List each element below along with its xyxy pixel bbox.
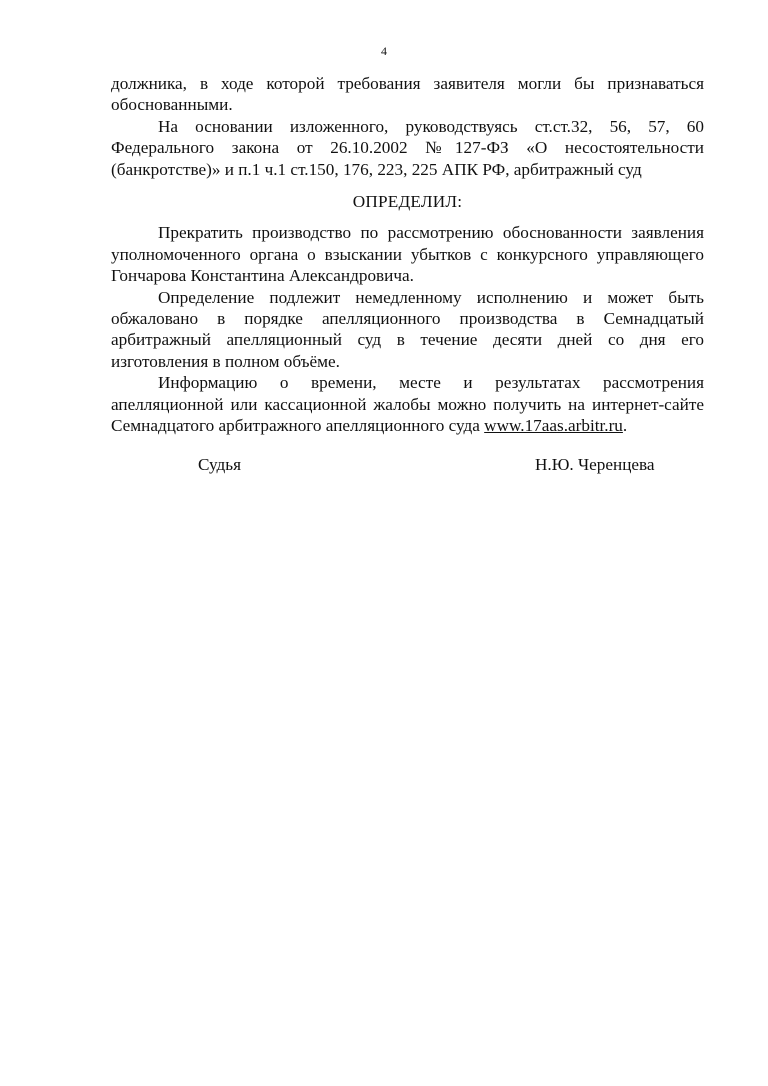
- paragraph-information: [111, 372, 704, 436]
- document-body: [111, 73, 704, 437]
- court-website-link[interactable]: www.17aas.arbitr.ru: [484, 416, 623, 436]
- judge-name: Н.Ю. Черенцева: [535, 455, 655, 474]
- page-number: 4: [381, 44, 387, 58]
- paragraph-continuation: должника, в ходе которой требования заявителя могли бы признаваться обоснованными.: [111, 74, 704, 115]
- paragraph-appeal: Определение подлежит немедленному исполнению и может быть обжаловано в порядке апелляционного производства в Семнадцатый арбитражный апелляционный суд в течение десяти дней со дня его изготовления в полном объёме.: [111, 287, 704, 371]
- judge-title: Судья: [198, 455, 242, 474]
- paragraph-ruling: Прекратить производство по рассмотрению обоснованности заявления уполномоченного органа о взыскании убытков с конкурсного управляющего Гончарова Константина Александровича.: [111, 223, 704, 286]
- paragraph-legal-basis: На основании изложенного, руководствуясь ст.ст.32, 56, 57, 60 Федерального закона от 26.10.2002 №127-ФЗ «О несостоятельности (банкротстве)» и п.1 ч.1 ст.150, 176, 223, 225 АПК РФ, арбитражный суд: [111, 116, 704, 179]
- information-text: Информацию о времени, месте и результатах рассмотрения апелляционной или кассационной жалобы можно получить на интернет-сайте Семнадцатого арбитражного апелляционного суда: [111, 373, 704, 436]
- ruling-heading: ОПРЕДЕЛИЛ:: [352, 192, 463, 212]
- information-end: .: [622, 416, 628, 436]
- signature-block: [0, 455, 768, 479]
